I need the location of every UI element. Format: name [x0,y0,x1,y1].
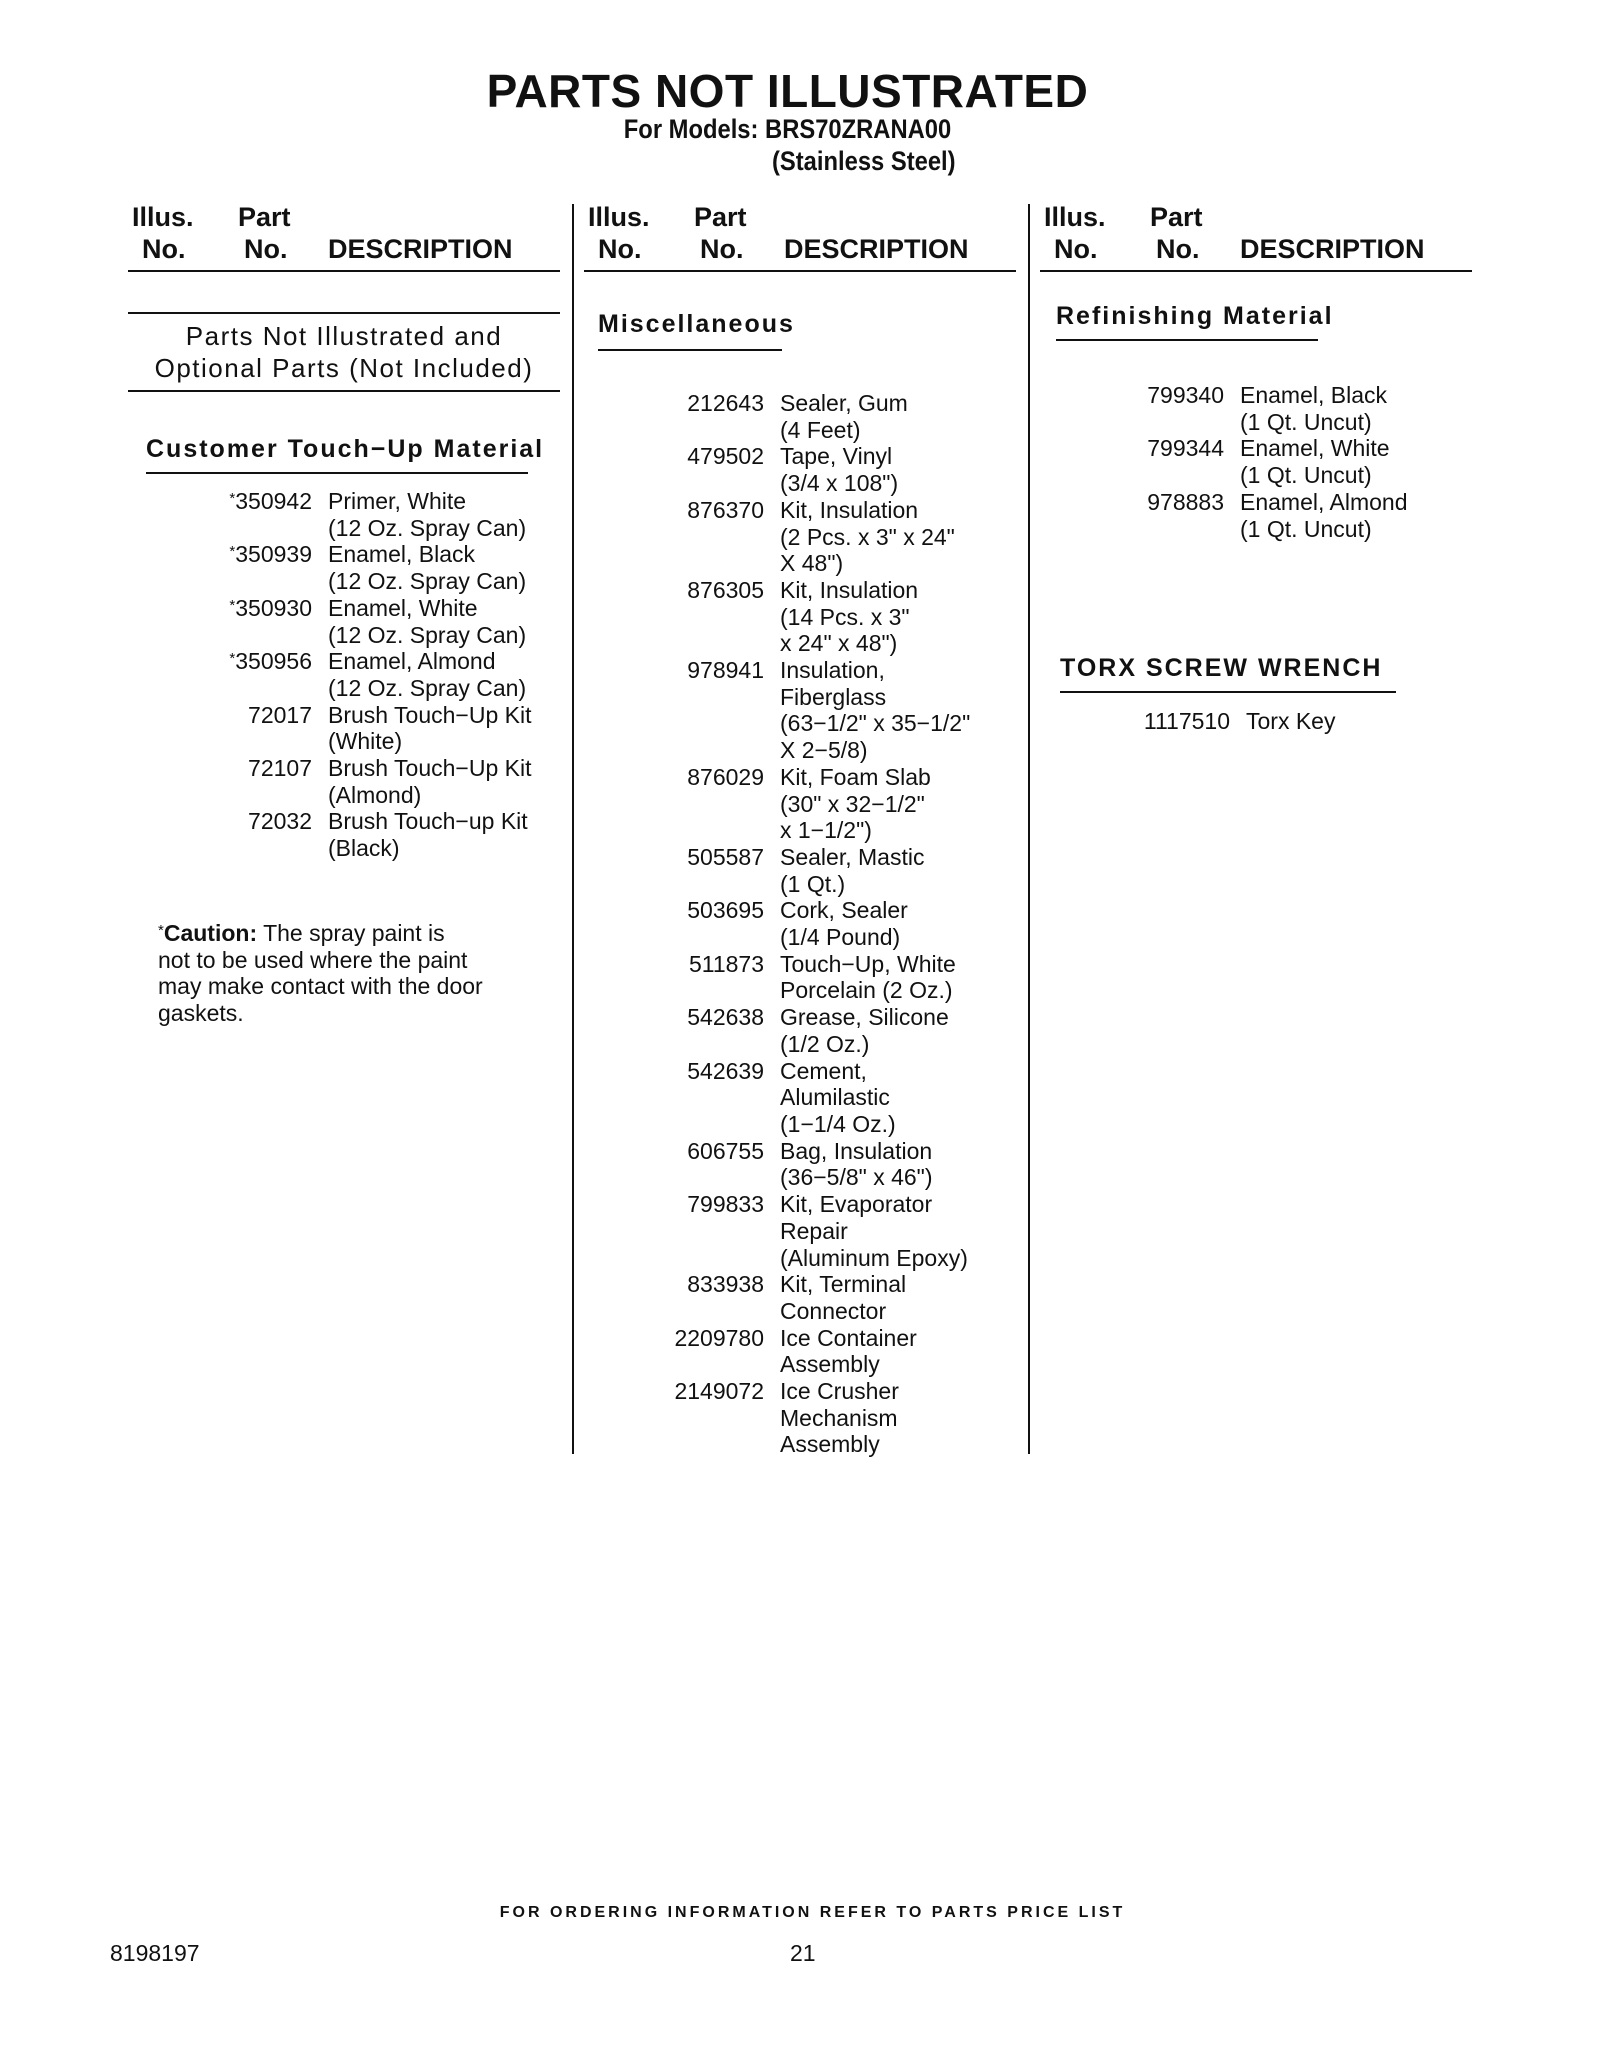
part-row [640,897,1020,950]
part-number: *350942 [229,488,312,514]
caution-text-2: not to be used where the paint [158,946,468,973]
caution-text-1: The spray paint is [257,920,445,946]
document-number: 8198197 [110,1940,200,1966]
header-description: DESCRIPTION [784,234,969,264]
section-title: Miscellaneous [598,310,795,338]
header-illus-no: No. [142,234,186,264]
part-description [328,702,560,755]
header-description: DESCRIPTION [1240,234,1425,264]
description-line: (2 Pcs. x 3" x 24" [780,523,955,550]
part-number: 72017 [248,701,312,728]
finish-line: (Stainless Steel) [772,146,956,176]
header-part-no: No. [1156,234,1200,264]
part-description [780,1325,1020,1378]
header-illus: Illus. [1044,202,1106,232]
description-line: (12 Oz. Spray Can) [328,621,527,648]
part-number: 876029 [687,763,764,790]
part-row [640,577,1020,657]
description-line: X 2−5/8) [780,737,868,764]
description-line: Torx Key [1246,708,1336,734]
asterisk-mark: * [229,490,236,507]
description-line: Enamel, White [1240,435,1390,462]
header-part: Part [1150,202,1203,232]
part-row [200,595,560,648]
part-description [328,488,560,541]
optional-parts-box [128,312,560,392]
description-line: Sealer, Mastic [780,843,925,870]
part-row [200,648,560,701]
part-description [780,764,1020,844]
column-1-header [128,200,560,272]
asterisk-mark: * [229,596,236,614]
description-line: Touch−Up, White [780,950,956,977]
description-line: (1/4 Pound) [780,924,901,951]
part-description [780,657,1020,764]
description-line: (1 Qt. Uncut) [1240,515,1372,542]
header-illus-no: No. [1054,234,1098,264]
part-row [200,808,560,861]
description-line: Mechanism [780,1404,898,1431]
part-description [780,1191,1020,1271]
column-2-header [584,200,1016,272]
part-number: *350956 [229,648,312,675]
part-number: 72032 [248,808,312,835]
part-description [328,541,560,594]
part-number: 542639 [687,1057,764,1084]
part-description [780,1378,1020,1458]
part-description [780,844,1020,897]
column-3-header [1040,200,1472,272]
part-description [328,808,560,861]
description-line: (1/2 Oz.) [780,1030,870,1057]
caution-text-4: gaskets. [158,1000,244,1027]
description-line: Kit, Evaporator [780,1191,933,1218]
description-line: Enamel, Almond [328,648,496,675]
part-number: 542638 [687,1004,764,1031]
section-underline [146,472,528,474]
description-line: Kit, Insulation [780,496,919,523]
description-line: (63−1/2" x 35−1/2" [780,710,971,737]
part-row [1100,382,1480,435]
description-line: Connector [780,1297,887,1324]
description-line: (1 Qt.) [780,870,846,897]
caution-label: Caution: [163,920,258,946]
description-line: (4 Feet) [780,416,861,443]
description-line: (Aluminum Epoxy) [780,1244,968,1271]
part-description [780,497,1020,577]
description-line: (White) [328,728,403,755]
description-line: Bag, Insulation [780,1137,933,1164]
header-illus: Illus. [132,202,194,232]
boxed-line-2: Optional Parts (Not Included) [154,353,534,383]
section-underline [1056,339,1318,341]
description-line: Brush Touch−Up Kit [328,755,532,782]
header-illus-no: No. [598,234,642,264]
description-line: Alumilastic [780,1084,890,1111]
column-divider-2 [1028,204,1030,1454]
part-row [200,702,560,755]
header-part: Part [238,202,291,232]
page-title: PARTS NOT ILLUSTRATED [486,65,1089,117]
part-description [328,755,560,808]
description-line: Repair [780,1217,848,1244]
description-line: Cement, [780,1057,867,1084]
boxed-line-1: Parts Not Illustrated and [185,321,503,351]
part-row [640,1271,1020,1324]
part-number: 212643 [687,390,764,416]
header-part-no: No. [700,234,744,264]
description-line: x 24" x 48") [780,630,898,657]
description-line: (Almond) [328,781,422,808]
part-number: 72107 [248,755,312,782]
description-line: Cork, Sealer [780,897,908,924]
part-row [200,755,560,808]
part-number: 503695 [687,897,764,924]
part-description [780,1271,1020,1324]
caution-star: * [158,922,164,939]
part-number: 511873 [688,950,764,977]
torx-parts-list [1080,708,1480,735]
description-line: (3/4 x 108") [780,470,899,497]
part-row [640,1325,1020,1378]
description-line: Assembly [780,1431,880,1458]
description-line: Enamel, Black [1240,382,1388,408]
part-row [640,1004,1020,1057]
description-line: Kit, Foam Slab [780,763,931,790]
description-line: (1 Qt. Uncut) [1240,462,1372,489]
description-line: Brush Touch−up Kit [328,808,528,835]
part-row [200,488,560,541]
description-line: Ice Crusher [780,1378,899,1405]
part-row [640,951,1020,1004]
part-description [780,1138,1020,1191]
section-title: Refinishing Material [1056,302,1334,330]
description-line: Grease, Silicone [780,1004,949,1031]
part-number: 799344 [1147,435,1224,462]
description-line: (14 Pcs. x 3" [780,603,910,630]
part-row [640,443,1020,496]
description-line: Tape, Vinyl [780,443,893,470]
description-line: (1 Qt. Uncut) [1240,408,1372,435]
part-description [1240,435,1480,488]
description-line: (1−1/4 Oz.) [780,1110,896,1137]
part-description [780,1004,1020,1057]
section-underline [598,349,782,351]
part-row [640,1138,1020,1191]
part-description [328,595,560,648]
header-illus: Illus. [588,202,650,232]
part-description [780,577,1020,657]
description-line: Enamel, White [328,594,478,621]
header-description: DESCRIPTION [328,234,513,264]
part-row [200,541,560,594]
section-torx [1060,654,1382,683]
part-row [1080,708,1480,735]
part-row [640,764,1020,844]
part-number: 876305 [687,576,764,603]
part-number: 833938 [687,1271,764,1298]
section-miscellaneous [598,310,795,339]
part-description [780,897,1020,950]
description-line: Porcelain (2 Oz.) [780,977,953,1004]
part-number: 479502 [687,443,764,470]
part-row [640,497,1020,577]
part-number: *350939 [229,541,312,568]
asterisk-mark: * [229,543,236,561]
page-number: 21 [790,1940,816,1966]
part-number: 2209780 [674,1324,764,1351]
part-number: 876370 [687,496,764,523]
part-row [1100,489,1480,542]
description-line: (12 Oz. Spray Can) [328,674,527,701]
description-line: Sealer, Gum [780,390,908,416]
header-part-no: No. [244,234,288,264]
part-row [640,1378,1020,1458]
description-line: Kit, Insulation [780,576,919,603]
part-description [780,1058,1020,1138]
part-description [1246,708,1480,735]
part-row [640,390,1020,443]
description-line: (36−5/8" x 46") [780,1164,933,1191]
description-line: Brush Touch−Up Kit [328,701,532,728]
part-number: 799340 [1147,382,1224,408]
asterisk-mark: * [229,650,236,668]
description-line: Fiberglass [780,683,887,710]
part-number: 505587 [687,843,764,870]
models-line: For Models: BRS70ZRANA00 [623,114,952,144]
refinishing-parts-list [1100,382,1480,542]
part-row [640,1191,1020,1271]
part-description [1240,382,1480,435]
section-underline [1060,691,1396,693]
part-number: 1117510 [1143,708,1230,734]
miscellaneous-parts-list [640,390,1020,1458]
description-line: Primer, White [328,488,467,514]
description-line: x 1−1/2") [780,817,872,844]
description-line: Ice Container [780,1324,917,1351]
caution-note [158,920,558,1027]
ordering-note: FOR ORDERING INFORMATION REFER TO PARTS PRICE LIST [499,1904,1126,1921]
section-title: TORX SCREW WRENCH [1060,654,1383,682]
description-line: Enamel, Black [328,541,476,568]
part-row [640,844,1020,897]
part-number: 606755 [687,1137,764,1164]
section-touch-up [146,435,544,464]
part-row [640,657,1020,764]
part-number: 2149072 [674,1378,764,1405]
part-description [780,390,1020,443]
part-number: 978883 [1147,488,1224,515]
part-row [1100,435,1480,488]
part-description [328,648,560,701]
description-line: Kit, Terminal [780,1271,907,1298]
part-description [1240,489,1480,542]
column-divider-1 [572,204,574,1454]
description-line: X 48") [780,550,844,577]
part-number: 978941 [687,657,764,684]
part-row [640,1058,1020,1138]
description-line: Insulation, [780,657,885,684]
description-line: (30" x 32−1/2" [780,790,925,817]
description-line: Enamel, Almond [1240,488,1408,515]
part-description [780,443,1020,496]
touch-up-parts-list [200,488,560,862]
description-line: Assembly [780,1351,880,1378]
header-part: Part [694,202,747,232]
caution-text-3: may make contact with the door [158,973,483,1000]
part-number: *350930 [229,594,312,621]
description-line: (12 Oz. Spray Can) [328,514,527,541]
description-line: (Black) [328,835,400,862]
part-description [780,951,1020,1004]
description-line: (12 Oz. Spray Can) [328,568,527,595]
section-title: Customer Touch−Up Material [146,435,545,463]
part-number: 799833 [687,1191,764,1218]
section-refinishing [1056,302,1334,331]
